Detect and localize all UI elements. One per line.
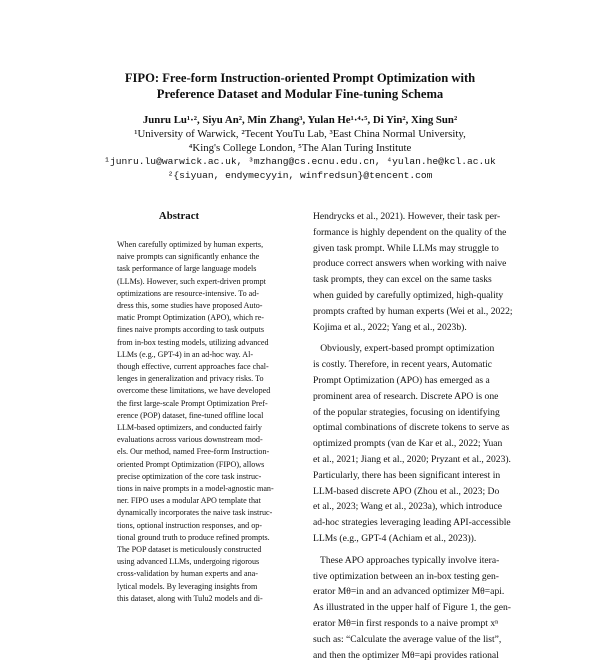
title-line-2: Preference Dataset and Modular Fine-tuning Schema: [156, 87, 444, 101]
intro-line: when guided by carefully optimized, high-quality: [313, 289, 504, 301]
abstract-line: evaluations across various downstream mod-: [117, 435, 263, 445]
abstract-line: fines naive prompts according to task outputs: [117, 325, 265, 335]
abstract-heading: Abstract: [158, 210, 200, 222]
intro-line: and then the optimizer Mθ=api provides rational: [313, 649, 499, 661]
intro-line: Prompt Optimization (APO) has emerged as a: [313, 374, 490, 386]
abstract-line: tions, optional instruction responses, and op-: [117, 520, 262, 530]
intro-line: prompts crafted by human experts (Wei et al., 2022;: [313, 305, 513, 317]
abstract-line: When carefully optimized by human experts,: [117, 240, 264, 249]
abstract-line: matic Prompt Optimization (APO), which re-: [117, 313, 265, 323]
intro-line: These APO approaches typically involve itera-: [313, 554, 500, 566]
title-line-1: FIPO: Free-form Instruction-oriented Prompt Optimization with: [124, 71, 476, 85]
abstract-line: cross-validation by human experts and ana-: [117, 569, 258, 579]
intro-line: As illustrated in the upper half of Figure 1, the gen-: [313, 602, 511, 614]
intro-line: Particularly, there has been significant interest in: [313, 469, 501, 481]
abstract-line: (LLMs). However, such expert-driven prompt: [117, 276, 266, 286]
intro-line: Obviously, expert-based prompt optimization: [313, 343, 495, 355]
intro-line: erator Mθ=in first responds to a naive prompt xⁿ: [313, 617, 499, 629]
intro-column: [313, 209, 563, 663]
abstract-line: lytical models. By leveraging insights from: [117, 581, 258, 591]
abstract-line: els. Our method, named Free-form Instruction-: [117, 447, 270, 457]
abstract-line: LLM-based optimizers, and conducted fairly: [117, 423, 262, 433]
intro-line: ad-hoc strategies leveraging leading API-accessible: [313, 517, 511, 529]
affiliation-line-2: ⁴King's College London, ⁵The Alan Turing Institute: [188, 142, 412, 154]
intro-line: erator Mθ=in and an advanced optimizer Mθ=api.: [313, 586, 505, 598]
abstract-line: dynamically incorporates the naive task instruc-: [117, 508, 273, 518]
intro-line: produce correct answers when working with naive: [313, 258, 507, 270]
intro-line: Hendrycks et al., 2021). However, their task per-: [313, 211, 501, 222]
intro-line: et al., 2021; Jiang et al., 2020; Pryzant et al., 2023).: [313, 453, 511, 465]
intro-line: prominent area of research. Discrete APO is one: [313, 390, 499, 402]
abstract-line: dress this, some studies have proposed Auto-: [117, 301, 263, 311]
abstract-line: tional ground truth to produce refined prompts.: [117, 532, 270, 542]
abstract-line: LLMs (e.g., GPT-4) in an ad-hoc way. Al-: [117, 349, 254, 359]
intro-line: formance is highly dependent on the quality of the: [313, 226, 507, 238]
abstract-line: lenges in generalization and privacy risks. To: [117, 374, 264, 384]
abstract-line: oriented Prompt Optimization (FIPO), allows: [117, 459, 265, 469]
intro-line: such as: “Calculate the average value of the list”,: [313, 633, 502, 645]
abstract-line: erence (POP) dataset, fine-tuned offline local: [117, 410, 264, 420]
affiliation-line-1: ¹University of Warwick, ²Tecent YouTu Lab, ³East China Normal University,: [134, 128, 466, 140]
intro-line: task prompts, they can excel on the same tasks: [313, 274, 492, 286]
abstract-line: task performance of large language models: [117, 264, 257, 274]
paper-title: [70, 70, 530, 102]
intro-line: tive optimization between an in-box testing gen-: [313, 570, 499, 582]
abstract-line: precise optimization of the core task instruc-: [117, 471, 262, 481]
intro-line: Kojima et al., 2022; Yang et al., 2023b).: [313, 321, 467, 333]
abstract-line: overcome these limitations, we have developed: [117, 386, 271, 396]
author-block: [70, 113, 530, 183]
intro-line: LLM-based discrete APO (Zhou et al., 2023; Do: [313, 485, 500, 497]
email-line-1: ¹junru.lu@warwick.ac.uk, ³mzhang@cs.ecnu.edu.cn, ⁴yulan.he@kcl.ac.uk: [104, 156, 496, 167]
abstract-line: naive prompts can significantly enhance the: [117, 252, 260, 262]
abstract-line: tions in naive prompts in a model-agnostic man-: [117, 484, 274, 494]
intro-line: LLMs (e.g., GPT-4 (Achiam et al., 2023)).: [313, 532, 477, 544]
abstract-line: the first large-scale Prompt Optimization Pref-: [117, 398, 268, 408]
email-line-2: ²{siyuan, endymecyyin, winfredsun}@tencent.com: [167, 170, 433, 181]
abstract-line: optimizations are resource-intensive. To ad-: [117, 288, 259, 298]
author-names: Junru Lu¹·², Siyu An², Min Zhang³, Yulan He¹·⁴·⁵, Di Yin², Xing Sun²: [142, 114, 458, 126]
abstract-line: from in-box testing models, utilizing advanced: [117, 337, 269, 347]
abstract-line: ner. FIPO uses a modular APO template that: [117, 496, 261, 506]
intro-line: is costly. Therefore, in recent years, Automatic: [313, 359, 493, 371]
intro-line: optimal combinations of discrete tokens to serve as: [313, 422, 510, 434]
abstract-line: this dataset, along with Tulu2 models and di-: [117, 593, 263, 603]
intro-line: et al., 2023; Wang et al., 2023a), which introduce: [313, 501, 503, 513]
abstract-line: though effective, current approaches face chal-: [117, 362, 269, 372]
intro-line: optimized prompts (van de Kar et al., 2022; Yuan: [313, 438, 503, 450]
intro-line: given task prompt. While LLMs may struggle to: [313, 242, 499, 254]
abstract-line: The POP dataset is meticulously constructed: [117, 545, 262, 555]
abstract-body: [117, 239, 275, 605]
intro-line: of the popular strategies, focusing on identifying: [313, 406, 500, 418]
abstract-line: using advanced LLMs, undergoing rigorous: [117, 557, 260, 567]
